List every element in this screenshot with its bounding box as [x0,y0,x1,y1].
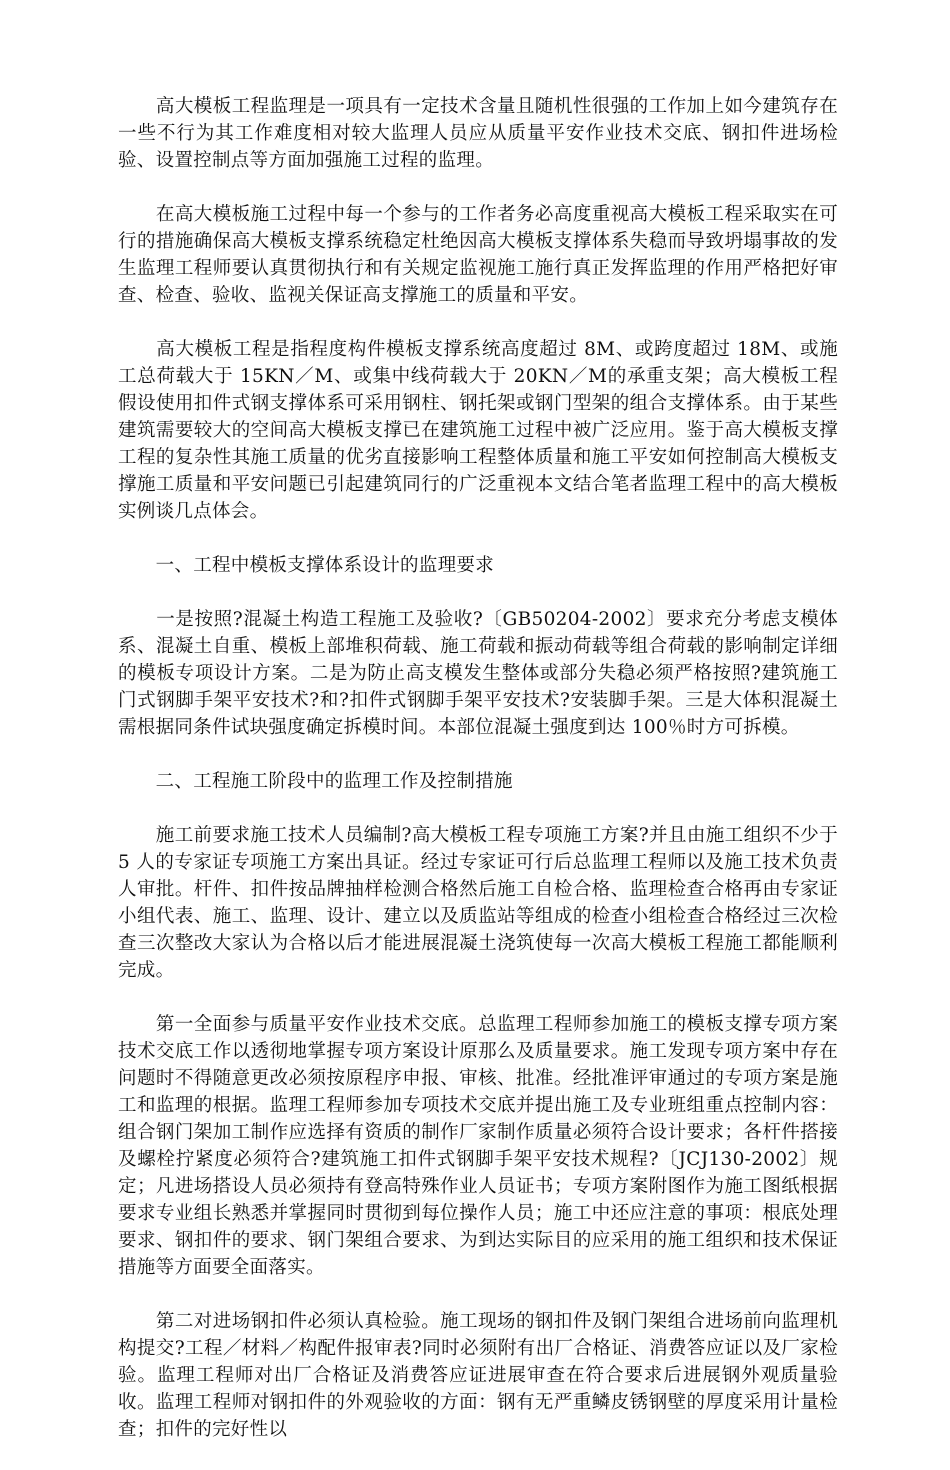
document-body [118,93,838,1470]
paragraph-intro: 高大模板工程监理是一项具有一定技术含量且随机性很强的工作加上如今建筑存在一些不行为其工作难度相对较大监理人员应从质量平安作业技术交底、钢扣件进场检验、设置控制点等方面加强施工过程的监理。 [118,96,838,171]
section-heading-1: 一、工程中模板支撑体系设计的监理要求 [118,555,495,576]
paragraph-second-measure: 第二对进场钢扣件必须认真检验。施工现场的钢扣件及钢门架组合进场前向监理机构提交?工程／材料／构配件报审表?同时必须附有出厂合格证、消费答应证以及厂家检验。监理工程师对出厂合格证及消费答应证进展审查在符合要求后进展钢外观质量验收。监理工程师对钢扣件的外观验收的方面：钢有无严重鳞皮锈钢壁的厚度采用计量检查；扣件的完好性以 [118,1311,838,1440]
paragraph-definition: 高大模板工程是指程度构件模板支撑系统高度超过 8M、或跨度超过 18M、或施工总荷载大于 15KN／M、或集中线荷载大于 20KN／M的承重支架；高大模板工程假设使用扣件式钢支撑体系可采用钢柱、钢托架或钢门型架的组合支撑体系。由于某些建筑需要较大的空间高大模板支撑已在建筑施工过程中被广泛应用。鉴于高大模板支撑工程的复杂性其施工质量的优劣直接影响工程整体质量和施工平安如何控制高大模板支撑施工质量和平安问题已引起建筑同行的广泛重视本文结合笔者监理工程中的高大模板实例谈几点体会。 [118,339,838,522]
paragraph-design-requirements: 一是按照?混凝土构造工程施工及验收?〔GB50204-2002〕要求充分考虑支模体系、混凝土自重、模板上部堆积荷载、施工荷载和振动荷载等组合荷载的影响制定详细的模板专项设计方案。二是为防止高支模发生整体或部分失稳必须严格按照?建筑施工门式钢脚手架平安技术?和?扣件式钢脚手架平安技术?安装脚手架。三是大体积混凝土需根据同条件试块强度确定拆模时间。本部位混凝土强度到达 100％时方可拆模。 [118,609,838,738]
paragraph-pre-construction: 施工前要求施工技术人员编制?高大模板工程专项施工方案?并且由施工组织不少于 5 人的专家证专项施工方案出具证。经过专家证可行后总监理工程师以及施工技术负责人审批。杆件、扣件按品牌抽样检测合格然后施工自检合格、监理检查合格再由专家证小组代表、施工、监理、设计、建立以及质监站等组成的检查小组检查合格经过三次检查三次整改大家认为合格以后才能进展混凝土浇筑使每一次高大模板工程施工都能顺利完成。 [118,825,838,981]
paragraph-first-measure: 第一全面参与质量平安作业技术交底。总监理工程师参加施工的模板支撑专项方案技术交底工作以透彻地掌握专项方案设计原那么及质量要求。施工发现专项方案中存在问题时不得随意更改必须按原程序申报、审核、批准。经批准评审通过的专项方案是施工和监理的根据。监理工程师参加专项技术交底并提出施工及专业班组重点控制内容：组合钢门架加工制作应选择有资质的制作厂家制作质量必须符合设计要求；各杆件搭接及螺栓拧紧度必须符合?建筑施工扣件式钢脚手架平安技术规程?〔JCJ130-2002〕规定；凡进场搭设人员必须持有登高特殊作业人员证书；专项方案附图作为施工图纸根据要求专业组长熟悉并掌握同时贯彻到每位操作人员；施工中还应注意的事项：根底处理要求、钢扣件的要求、钢门架组合要求、为到达实际目的应采用的施工组织和技术保证措施等方面要全面落实。 [118,1014,838,1278]
paragraph-importance: 在高大模板施工过程中每一个参与的工作者务必高度重视高大模板工程采取实在可行的措施确保高大模板支撑系统稳定杜绝因高大模板支撑体系失稳而导致坍塌事故的发生监理工程师要认真贯彻执行和有关规定监视施工施行真正发挥监理的作用严格把好审查、检查、验收、监视关保证高支撑施工的质量和平安。 [118,204,838,306]
section-heading-2: 二、工程施工阶段中的监理工作及控制措施 [118,771,513,792]
